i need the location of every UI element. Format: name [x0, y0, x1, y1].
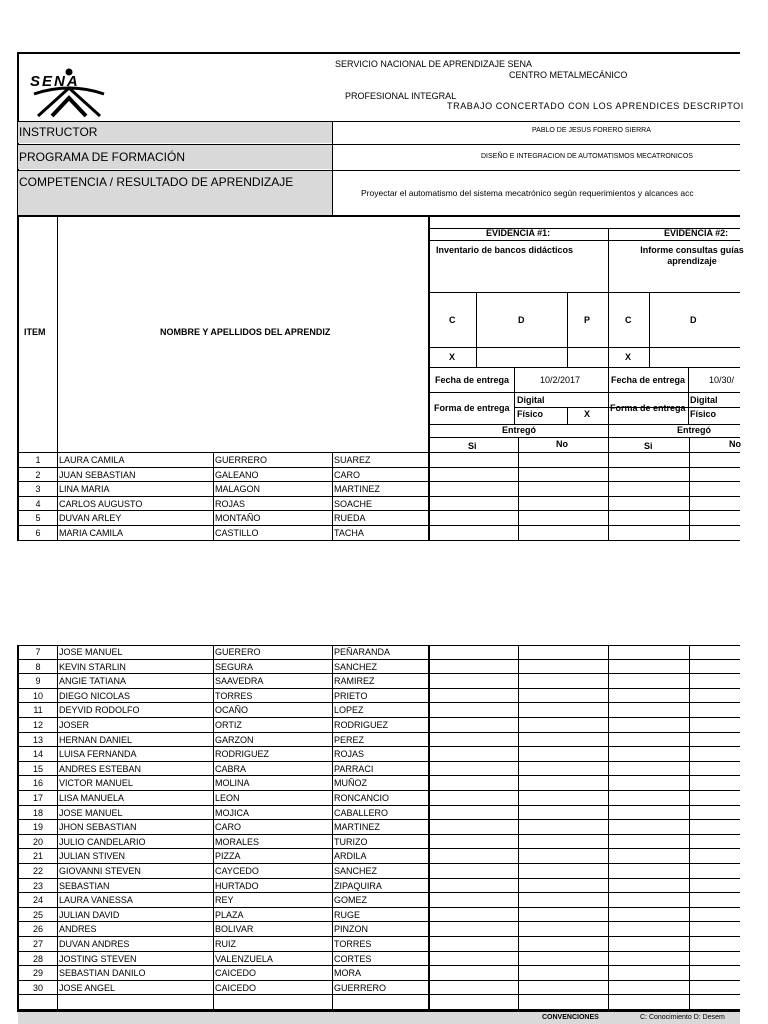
item-number: 27 [32, 939, 43, 949]
student-last-name-2: RUGE [334, 909, 361, 920]
item-number: 2 [35, 469, 41, 480]
student-last-name-2: ARDILA [334, 851, 367, 862]
student-last-name-1: HURTADO [215, 880, 259, 891]
student-last-name-2: RUEDA [334, 513, 366, 524]
item-number: 18 [32, 807, 43, 818]
item-header: ITEM [24, 327, 46, 337]
conventions-legend: C: Conocimiento D: Desem [640, 1014, 725, 1021]
student-last-name-1: GUERERO [215, 647, 261, 657]
student-last-name-1: SEGURA [215, 661, 254, 672]
student-last-name-1: PLAZA [215, 909, 244, 920]
program-value: DISEÑO E INTEGRACION DE AUTOMATISMOS MECATRONICOS [481, 153, 693, 160]
evidence2-c: C [625, 315, 632, 325]
table-row [18, 453, 740, 468]
evidence1-desc: Inventario de bancos didácticos [436, 245, 574, 255]
student-first-name: JOSE MANUEL [59, 807, 123, 818]
student-first-name: ANDRES [59, 924, 97, 935]
evidence2-digital: Digital [690, 395, 718, 405]
student-first-name: LINA MARIA [59, 484, 110, 495]
student-first-name: JOSTING STEVEN [59, 953, 137, 964]
conventions-label: CONVENCIONES [542, 1014, 599, 1021]
logo-text: SENA [30, 73, 80, 90]
program-label: PROGRAMA DE FORMACIÓN [19, 150, 186, 164]
student-last-name-1: CARO [215, 822, 242, 833]
evidence1-c: C [449, 315, 456, 325]
evidence1-si: Si [468, 441, 477, 451]
table-row [18, 747, 740, 762]
document-title: TRABAJO CONCERTADO CON LOS APRENDICES DESCRIPTOI [447, 101, 744, 111]
student-last-name-1: MOLINA [215, 778, 250, 789]
evidence2-no: No [729, 439, 741, 449]
student-first-name: LISA MANUELA [59, 793, 125, 803]
table-row [18, 820, 740, 835]
table-row [18, 952, 740, 967]
table-row [18, 497, 740, 512]
table-row [18, 645, 740, 660]
student-last-name-2: MARTINEZ [334, 822, 380, 833]
student-last-name-1: BOLIVAR [215, 924, 254, 935]
student-first-name: JUAN SEBASTIAN [59, 469, 136, 480]
student-last-name-1: ROJAS [215, 498, 246, 509]
table-row [18, 762, 740, 777]
student-last-name-1: MORALES [215, 836, 260, 847]
item-number: 12 [32, 720, 43, 730]
table-row [18, 511, 740, 526]
student-first-name: DEYVID RODOLFO [59, 705, 140, 716]
student-last-name-2: CABALLERO [334, 807, 389, 818]
evidence1-no: No [556, 439, 568, 449]
item-number: 28 [32, 953, 43, 964]
student-first-name: DUVAN ARLEY [59, 513, 122, 524]
student-first-name: JOSER [59, 720, 90, 730]
student-last-name-1: GALEANO [215, 469, 259, 480]
table-row [18, 718, 740, 733]
item-number: 25 [32, 909, 43, 920]
student-first-name: MARIA CAMILA [59, 528, 124, 538]
evidence2-form-label: Forma de entrega [610, 403, 686, 413]
item-number: 5 [35, 513, 41, 524]
student-first-name: JOSE MANUEL [59, 647, 123, 657]
table-row [18, 776, 740, 791]
evidence2-date-label: Fecha de entrega [611, 375, 686, 385]
student-first-name: ANDRES ESTEBAN [59, 763, 142, 774]
student-last-name-1: SAAVEDRA [215, 676, 264, 687]
item-number: 10 [32, 690, 43, 701]
student-last-name-2: TACHA [334, 528, 364, 538]
student-last-name-2: ROJAS [334, 749, 365, 760]
item-number: 15 [32, 763, 43, 774]
item-number: 17 [32, 793, 43, 803]
student-last-name-2: RAMIREZ [334, 676, 375, 687]
table-row [18, 981, 740, 996]
instructor-value: PABLO DE JESUS FORERO SIERRA [532, 127, 651, 134]
evidence2-d: D [690, 315, 697, 325]
student-last-name-1: MONTAÑO [215, 513, 261, 524]
table-row [18, 660, 740, 675]
evidence1-digital: Digital [517, 395, 545, 405]
evidence2-si: Si [644, 441, 653, 451]
student-first-name: LAURA CAMILA [59, 455, 125, 465]
student-last-name-2: SANCHEZ [334, 866, 378, 876]
evidence1-p: P [584, 315, 591, 325]
table-row [18, 689, 740, 704]
student-first-name: ANGIE TATIANA [59, 676, 127, 687]
student-last-name-2: MARTINEZ [334, 484, 380, 495]
student-last-name-1: RUIZ [215, 939, 236, 949]
table-row [18, 835, 740, 850]
student-first-name: LUISA FERNANDA [59, 749, 137, 760]
item-number: 13 [32, 734, 43, 745]
student-last-name-2: TORRES [334, 939, 372, 949]
item-number: 11 [33, 705, 43, 716]
student-last-name-2: MORA [334, 968, 361, 979]
evidence1-mark: X [449, 352, 456, 362]
evidence1-title: EVIDENCIA #1: [486, 228, 551, 238]
student-first-name: CARLOS AUGUSTO [59, 498, 143, 509]
table-row [18, 849, 740, 864]
student-first-name: SEBASTIAN DANILO [59, 968, 146, 979]
competence-label: COMPETENCIA / RESULTADO DE APRENDIZAJE [19, 175, 294, 189]
student-last-name-2: PEREZ [334, 734, 365, 745]
item-number: 24 [32, 895, 43, 906]
item-number: 30 [32, 982, 43, 993]
student-first-name: JULIAN STIVEN [59, 851, 126, 862]
item-number: 21 [32, 851, 43, 862]
table-row [18, 937, 740, 952]
item-number: 7 [35, 647, 41, 657]
item-number: 6 [35, 528, 41, 538]
level-name: PROFESIONAL INTEGRAL [345, 91, 457, 101]
table-row [18, 468, 740, 483]
item-number: 9 [35, 676, 41, 687]
student-last-name-1: PIZZA [215, 851, 241, 862]
student-last-name-1: CAICEDO [215, 968, 257, 979]
student-first-name: SEBASTIAN [59, 880, 110, 891]
student-last-name-1: RODRIGUEZ [215, 749, 269, 760]
student-first-name: JULIO CANDELARIO [59, 836, 146, 847]
evidence2-title: EVIDENCIA #2: [664, 228, 729, 238]
evidence2-date: 10/30/ [709, 375, 735, 385]
table-row [18, 733, 740, 748]
student-last-name-1: MALAGON [215, 484, 261, 495]
evidence1-date: 10/2/2017 [540, 375, 581, 385]
student-last-name-2: GOMEZ [334, 895, 367, 906]
student-last-name-2: MUÑOZ [334, 778, 367, 789]
table-row [18, 703, 740, 718]
student-last-name-2: RONCANCIO [334, 793, 390, 803]
sena-logo [24, 68, 114, 118]
student-first-name: VICTOR MANUEL [59, 778, 133, 789]
student-first-name: DUVAN ANDRES [59, 939, 130, 949]
name-header: NOMBRE Y APELLIDOS DEL APRENDIZ [160, 327, 331, 337]
item-number: 20 [32, 836, 43, 847]
student-last-name-1: TORRES [215, 690, 253, 701]
evidence1-form-label: Forma de entrega [434, 403, 510, 413]
competence-value: Proyectar el automatismo del sistema mecatrónico según requerimientos y alcances acc [361, 188, 694, 198]
table-row [18, 908, 740, 923]
item-number: 23 [32, 880, 43, 891]
table-row [18, 526, 740, 541]
student-last-name-2: LOPEZ [334, 705, 364, 716]
evidence2-mark: X [625, 352, 632, 362]
evidence1-delivered: Entregó [502, 425, 537, 435]
student-last-name-1: CABRA [215, 763, 247, 774]
footer-conventions [18, 1010, 740, 1024]
student-last-name-2: SUAREZ [334, 455, 371, 465]
student-last-name-1: CASTILLO [215, 528, 259, 538]
student-last-name-2: CARO [334, 469, 361, 480]
student-last-name-1: MOJICA [215, 807, 250, 818]
table-row [18, 806, 740, 821]
student-last-name-1: ORTIZ [215, 720, 242, 730]
student-first-name: GIOVANNI STEVEN [59, 866, 141, 876]
student-last-name-1: LEON [215, 793, 240, 803]
evidence2-desc: Informe consultas guías aprendizaje [640, 245, 744, 266]
student-first-name: DIEGO NICOLAS [59, 690, 131, 701]
student-first-name: JOSE ANGEL [59, 982, 116, 993]
center-name: CENTRO METALMECÁNICO [509, 70, 628, 80]
student-first-name: JULIAN DAVID [59, 909, 120, 920]
student-last-name-2: PINZON [334, 924, 369, 935]
student-last-name-1: CAYCEDO [215, 866, 259, 876]
student-last-name-1: GUERRERO [215, 455, 268, 465]
item-number: 19 [32, 822, 43, 833]
student-last-name-2: PARRACI [334, 763, 374, 774]
evidence1-d: D [518, 315, 525, 325]
student-last-name-2: GUERRERO [334, 982, 387, 993]
student-last-name-2: TURIZO [334, 836, 368, 847]
table-row [18, 893, 740, 908]
item-number: 26 [32, 924, 43, 935]
table-row [18, 791, 740, 806]
instructor-label: INSTRUCTOR [19, 125, 98, 139]
table-row [18, 864, 740, 879]
student-last-name-2: SOACHE [334, 498, 373, 509]
table-row [18, 879, 740, 894]
student-last-name-1: OCAÑO [215, 705, 249, 716]
org-name: SERVICIO NACIONAL DE APRENDIZAJE SENA [335, 59, 533, 69]
student-first-name: JHON SEBASTIAN [59, 822, 137, 833]
item-number: 29 [32, 968, 43, 979]
student-first-name: HERNAN DANIEL [59, 734, 133, 745]
item-number: 4 [35, 498, 41, 509]
item-number: 1 [35, 455, 41, 465]
evidence2-fisico: Físico [690, 409, 717, 419]
student-last-name-2: RODRIGUEZ [334, 720, 388, 730]
table-row [18, 482, 740, 497]
item-number: 8 [35, 661, 41, 672]
student-last-name-1: REY [215, 895, 234, 906]
student-last-name-2: PRIETO [334, 690, 368, 701]
student-last-name-1: VALENZUELA [215, 953, 273, 964]
table-row [18, 674, 740, 689]
evidence1-fisico-mark: X [584, 409, 591, 419]
item-number: 14 [32, 749, 43, 760]
table-row [18, 922, 740, 937]
student-last-name-2: CORTES [334, 953, 372, 964]
student-table-b [0, 645, 768, 1013]
student-last-name-1: GARZON [215, 734, 254, 745]
student-last-name-1: CAICEDO [215, 982, 257, 993]
student-first-name: KEVIN STARLIN [59, 661, 126, 672]
student-last-name-2: ZIPAQUIRA [334, 880, 382, 891]
evidence1-fisico: Físico [517, 409, 544, 419]
student-last-name-2: SANCHEZ [334, 661, 378, 672]
student-first-name: LAURA VANESSA [59, 895, 133, 906]
evidence1-date-label: Fecha de entrega [435, 375, 510, 385]
student-last-name-2: PEÑARANDA [334, 647, 391, 657]
student-table-a [0, 453, 768, 541]
item-number: 3 [35, 484, 41, 495]
evidence2-delivered: Entregó [677, 425, 712, 435]
item-number: 22 [32, 866, 43, 876]
item-number: 16 [32, 778, 43, 789]
table-row [18, 966, 740, 981]
